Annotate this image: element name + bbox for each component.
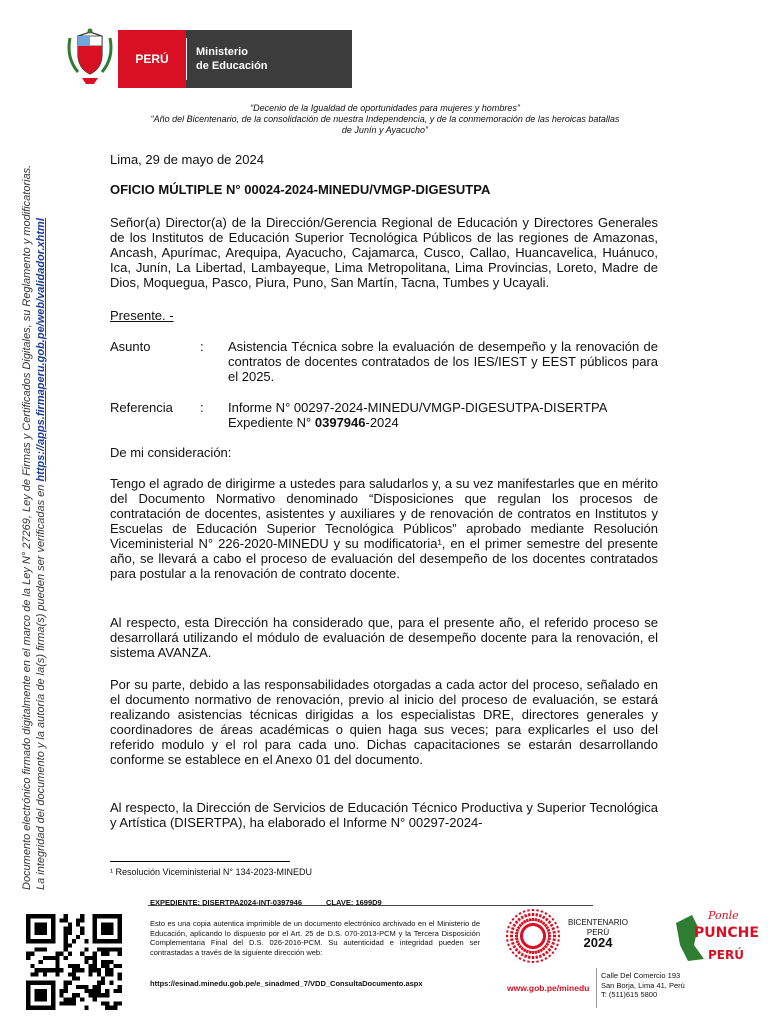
decade-slogans xyxy=(110,103,660,136)
signature-note-line1: Documento electrónico firmado digitalmente en el marco de la Ley N° 27269, Ley de Firmas y Certificados Digitales, su Reglamento y modificatorias. xyxy=(21,164,33,890)
gob-link[interactable]: www.gob.pe/minedu xyxy=(507,983,590,993)
expediente-line xyxy=(150,898,406,907)
presente: Presente. - xyxy=(110,308,174,323)
country-label: PERÚ xyxy=(135,52,169,66)
asunto-value: Asistencia Técnica sobre la evaluación de desempeño y la renovación de contratos de docentes contratados de los IES/IEST y EEST públicos para el 2025. xyxy=(228,339,658,384)
paragraph-2: Al respecto, esta Dirección ha considerado que, para el presente año, el referido proceso se desarrollará utilizando el módulo de evaluación de desempeño docente para la renovación, el sistema AVANZA. xyxy=(110,615,658,660)
ponle-punche-logo-icon xyxy=(668,905,759,967)
signature-note-prefix: La integridad del documento y la autoría de la(s) firma(s) pueden ser verificadas en xyxy=(35,481,47,890)
digital-signature-note xyxy=(20,80,48,890)
referencia-value xyxy=(228,400,658,430)
address-line2: San Borja, Lima 41, Perú xyxy=(601,980,685,990)
referencia-line2-suffix: -2024 xyxy=(365,415,399,430)
bicentenario-logo-icon xyxy=(503,906,563,966)
authenticity-info: Esto es una copia autentica imprimible de un documento electrónico archivado en el Ministerio de Educación, aplicando lo dispuesto por el Art. 25 de D.S. 070-2013-PCM y la Tercera Disposición Complementaria Final del D.S. 026-2016-PCM. Su autenticidad e integridad pueden ser contrastadas a través de la siguiente dirección web: xyxy=(150,919,480,957)
referencia-line2-prefix: Expediente N° xyxy=(228,415,315,430)
referencia-colon: : xyxy=(200,400,204,415)
paragraph-3: Por su parte, debido a las responsabilidades otorgadas a cada actor del proceso, señalado en el documento normativo de renovación, previo al inicio del proceso de evaluación, se estará realizando asistencias técnicas dirigidas a los especialistas DRE, directores generales y coordinadores de áreas académicas o quien haga sus veces; para explicarles el uso del referido modulo y el rol para cada uno. Dichas capacitaciones se estarán desarrollando conforme se establece en el Anexo 01 del documento. xyxy=(110,677,658,767)
paragraph-4: Al respecto, la Dirección de Servicios de Educación Técnico Productiva y Superior Tecnológica y Artística (DISERTPA), ha elaborado el Informe N° 00297-2024- xyxy=(110,800,658,830)
paragraph-1: Tengo el agrado de dirigirme a ustedes para saludarlos y, a su vez manifestarles que en mérito del Documento Normativo denominado “Disposiciones que regulan los procesos de contratación de docentes, asistentes y auxiliares y de renovación de contratos en Institutos y Escuelas de Educación Superior Tecnológica Públicos” aprobado mediante Resolución Viceministerial N° 226-2020-MINEDU y su modificatoria¹, en el primer semestre del presente año, se llevará a cabo el proceso de evaluación del desempeño de los docentes contratados para postular a la renovación de contrato docente. xyxy=(110,476,658,581)
expediente-number: 0397946 xyxy=(314,415,366,430)
footnote-divider xyxy=(110,861,290,862)
address-divider xyxy=(596,968,597,1008)
ministry-brand-box xyxy=(186,30,352,88)
asunto-label: Asunto xyxy=(110,339,151,354)
ministry-address xyxy=(601,971,685,1000)
clave-code: CLAVE: 1699D9 xyxy=(326,898,382,907)
bicent-line1: BICENTENARIO xyxy=(567,918,628,927)
validator-link[interactable]: https://apps.firmaperu.gob.pe/web/validador.xhtml xyxy=(35,218,47,482)
decade-line2: “Año del Bicentenario, de la consolidación de nuestra Independencia, y de la conmemoración de las heroicas batallas xyxy=(150,114,620,124)
punche-text: PUNCHE xyxy=(694,925,759,941)
expediente-code: EXPEDIENTE: DISERTPA2024-INT-0397946 xyxy=(150,898,303,907)
bicent-year: 2024 xyxy=(583,935,613,950)
asunto-colon: : xyxy=(200,339,204,354)
letter-date: Lima, 29 de mayo de 2024 xyxy=(110,152,264,167)
verification-link[interactable]: https://esinad.minedu.gob.pe/e_sinadmed_7/VDD_ConsultaDocumento.aspx xyxy=(150,979,423,988)
qr-code-icon xyxy=(22,910,126,1014)
address-line3: T: (511)615 5800 xyxy=(601,990,658,999)
bicentenario-text xyxy=(566,918,630,948)
ministry-line1: Ministerio xyxy=(196,46,248,58)
decade-line3: de Junín y Ayacucho” xyxy=(341,125,429,135)
greeting: De mi consideración: xyxy=(110,445,232,460)
footnote: ¹ Resolución Viceministerial N° 134-2023-MINEDU xyxy=(110,867,313,877)
ministry-line2: de Educación xyxy=(196,60,268,72)
peru-brand-box xyxy=(118,30,186,88)
decade-line1: “Decenio de la Igualdad de oportunidades para mujeres y hombres” xyxy=(250,103,520,113)
ponle-text: Ponle xyxy=(708,909,739,922)
peru-coat-of-arms-icon xyxy=(64,28,116,86)
bicent-line2: PERÚ xyxy=(586,928,610,937)
ponle-peru-text: PERÚ xyxy=(708,948,744,962)
addressee: Señor(a) Director(a) de la Dirección/Gerencia Regional de Educación y Directores Generales de los Institutos de Educación Superior Tecnológica Públicos de las regiones de Amazonas, Ancash, Apurímac, Arequipa, Ayacucho, Cajamarca, Cusco, Callao, Huancavelica, Huánuco, Ica, Junín, La Libertad, Lambayeque, Lima Metropolitana, Lima Provincias, Loreto, Madre de Dios, Moquegua, Pasco, Piura, Puno, San Martín, Tacna, Tumbes y Ucayali. xyxy=(110,215,658,290)
oficio-number: OFICIO MÚLTIPLE N° 00024-2024-MINEDU/VMGP-DIGESUTPA xyxy=(110,182,491,197)
address-line1: Calle Del Comercio 193 xyxy=(601,971,681,980)
referencia-line1: Informe N° 00297-2024-MINEDU/VMGP-DIGESUTPA-DISERTPA xyxy=(228,400,608,415)
signature-note-line2 xyxy=(34,80,48,890)
referencia-label: Referencia xyxy=(110,400,173,415)
referencia-line2 xyxy=(228,415,658,430)
